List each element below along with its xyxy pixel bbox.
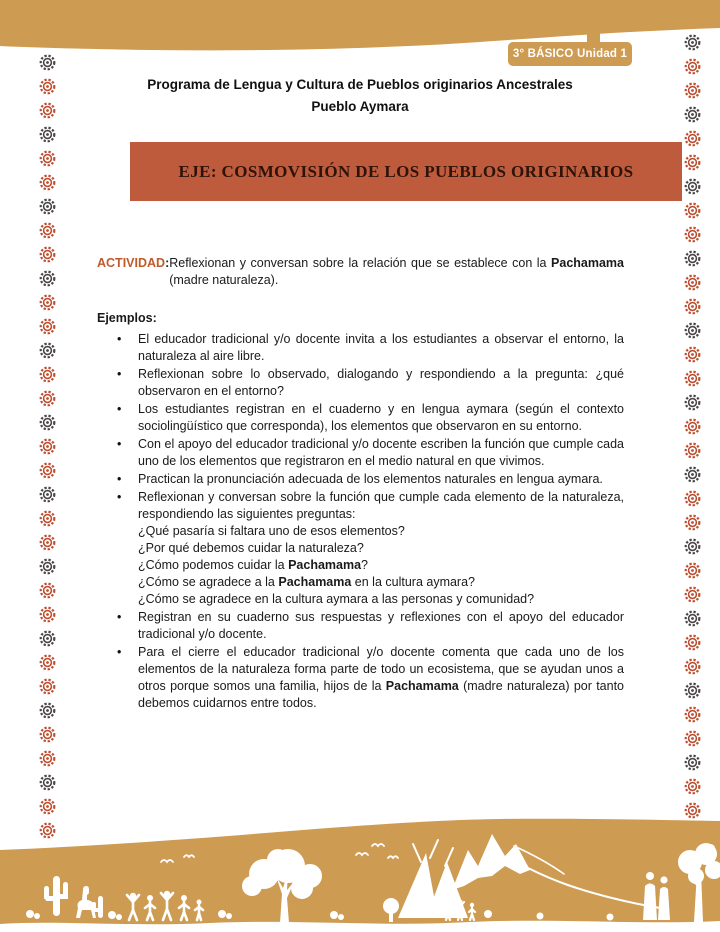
textile-motif-icon bbox=[684, 202, 701, 219]
textile-motif-icon bbox=[39, 534, 56, 551]
textile-motif-icon bbox=[684, 562, 701, 579]
textile-motif-icon bbox=[684, 514, 701, 531]
textile-motif-icon bbox=[39, 198, 56, 215]
question-line: ¿Qué pasaría si faltara uno de esos elementos? bbox=[138, 524, 405, 538]
document-header bbox=[60, 74, 660, 118]
textile-motif-icon bbox=[684, 154, 701, 171]
activity-label: ACTIVIDAD: bbox=[97, 256, 170, 270]
textile-motif-icon bbox=[39, 582, 56, 599]
textile-motif-icon bbox=[684, 658, 701, 675]
textile-motif-icon bbox=[39, 438, 56, 455]
textile-motif-icon bbox=[39, 246, 56, 263]
question-line: ¿Cómo podemos cuidar la Pachamama? bbox=[138, 558, 368, 572]
header-line-1: Programa de Lengua y Cultura de Pueblos originarios Ancestrales bbox=[147, 77, 573, 92]
textile-motif-icon bbox=[684, 58, 701, 75]
eje-banner-title: EJE: COSMOVISIÓN DE LOS PUEBLOS ORIGINARIOS bbox=[178, 161, 634, 181]
textile-motif-icon bbox=[684, 778, 701, 795]
eje-banner bbox=[130, 142, 682, 201]
activity-text: Reflexionan y conversan sobre la relación que se establece con la Pachamama (madre naturaleza). bbox=[169, 256, 624, 287]
example-item bbox=[97, 436, 624, 470]
textile-motif-icon bbox=[684, 538, 701, 555]
textile-motif-icon bbox=[684, 106, 701, 123]
textile-motif-icon bbox=[39, 78, 56, 95]
textile-motif-icon bbox=[684, 610, 701, 627]
example-text: • El educador tradicional y/o docente invita a los estudiantes a observar el entorno, la naturaleza al aire libre. bbox=[138, 332, 624, 363]
textile-motif-icon bbox=[39, 294, 56, 311]
header-line-2: Pueblo Aymara bbox=[311, 99, 409, 114]
textile-motif-icon bbox=[684, 178, 701, 195]
textile-motif-icon bbox=[39, 654, 56, 671]
question-line: ¿Por qué debemos cuidar la naturaleza? bbox=[138, 541, 364, 555]
textile-motif-icon bbox=[39, 606, 56, 623]
right-border-ornament bbox=[684, 34, 701, 850]
textile-motif-icon bbox=[684, 586, 701, 603]
example-item bbox=[97, 331, 624, 365]
example-item bbox=[97, 366, 624, 400]
textile-motif-icon bbox=[39, 318, 56, 335]
example-item bbox=[97, 471, 624, 488]
textile-motif-icon bbox=[39, 54, 56, 71]
main-content bbox=[97, 255, 624, 713]
textile-motif-icon bbox=[684, 298, 701, 315]
example-text: • Registran en su cuaderno sus respuestas y reflexiones con el apoyo del educador tradicional y/o docente. bbox=[138, 610, 624, 641]
textile-motif-icon bbox=[684, 322, 701, 339]
textile-motif-icon bbox=[39, 774, 56, 791]
footer-landscape-art bbox=[0, 810, 720, 932]
textile-motif-icon bbox=[39, 558, 56, 575]
example-text: • Los estudiantes registran en el cuaderno y en lengua aymara (según el contexto sociolingüístico que corresponda), los elementos que observaron en su entorno. bbox=[138, 402, 624, 433]
textile-motif-icon bbox=[39, 126, 56, 143]
question-line: ¿Cómo se agradece en la cultura aymara a las personas y comunidad? bbox=[138, 592, 535, 606]
example-text: • Practican la pronunciación adecuada de los elementos naturales en lengua aymara. bbox=[138, 472, 603, 486]
examples-heading: Ejemplos: bbox=[97, 311, 157, 325]
textile-motif-icon bbox=[39, 174, 56, 191]
textile-motif-icon bbox=[39, 486, 56, 503]
examples-list bbox=[97, 331, 624, 712]
textile-motif-icon bbox=[684, 346, 701, 363]
textile-motif-icon bbox=[684, 706, 701, 723]
example-item bbox=[97, 489, 624, 608]
activity-paragraph bbox=[97, 255, 624, 289]
textile-motif-icon bbox=[39, 342, 56, 359]
textile-motif-icon bbox=[684, 274, 701, 291]
textile-motif-icon bbox=[684, 250, 701, 267]
textile-motif-icon bbox=[684, 442, 701, 459]
textile-motif-icon bbox=[39, 366, 56, 383]
example-text: • Reflexionan sobre lo observado, dialogando y respondiendo a la pregunta: ¿qué observaron en el entorno? bbox=[138, 367, 624, 398]
textile-motif-icon bbox=[39, 462, 56, 479]
textile-motif-icon bbox=[39, 750, 56, 767]
example-item bbox=[97, 644, 624, 712]
textile-motif-icon bbox=[684, 226, 701, 243]
textile-motif-icon bbox=[684, 370, 701, 387]
textile-motif-icon bbox=[684, 82, 701, 99]
example-text: • Reflexionan y conversan sobre la función que cumple cada elemento de la naturaleza, respondiendo las siguientes preguntas: bbox=[138, 490, 624, 521]
textile-motif-icon bbox=[684, 418, 701, 435]
example-item bbox=[97, 401, 624, 435]
unit-badge-label: 3° BÁSICO Unidad 1 bbox=[512, 48, 628, 60]
textile-motif-icon bbox=[684, 490, 701, 507]
textile-motif-icon bbox=[39, 222, 56, 239]
example-item bbox=[97, 609, 624, 643]
example-text: • Con el apoyo del educador tradicional y/o docente escriben la función que cumple cada uno de los elementos que registraron en el medio natural en que vivimos. bbox=[138, 437, 624, 468]
question-line: ¿Cómo se agradece a la Pachamama en la cultura aymara? bbox=[138, 575, 476, 589]
textile-motif-icon bbox=[684, 130, 701, 147]
textile-motif-icon bbox=[39, 270, 56, 287]
textile-motif-icon bbox=[39, 510, 56, 527]
textile-motif-icon bbox=[39, 702, 56, 719]
example-text: • Para el cierre el educador tradicional y/o docente comenta que cada uno de los elementos de la naturaleza forma parte de todo un ecosistema, que se ayudan unos a otros porque somos una familia, hijos de la Pachamama (madre naturaleza) por tanto debemos cuidarnos entre todos. bbox=[138, 645, 624, 710]
textile-motif-icon bbox=[39, 390, 56, 407]
textile-motif-icon bbox=[684, 466, 701, 483]
textile-motif-icon bbox=[39, 414, 56, 431]
textile-motif-icon bbox=[39, 678, 56, 695]
textile-motif-icon bbox=[684, 634, 701, 651]
textile-motif-icon bbox=[684, 754, 701, 771]
textile-motif-icon bbox=[684, 682, 701, 699]
textile-motif-icon bbox=[39, 726, 56, 743]
textile-motif-icon bbox=[684, 730, 701, 747]
textile-motif-icon bbox=[39, 150, 56, 167]
textile-motif-icon bbox=[39, 630, 56, 647]
unit-badge bbox=[508, 42, 632, 66]
textile-motif-icon bbox=[684, 394, 701, 411]
left-border-ornament bbox=[39, 54, 56, 846]
textile-motif-icon bbox=[39, 102, 56, 119]
